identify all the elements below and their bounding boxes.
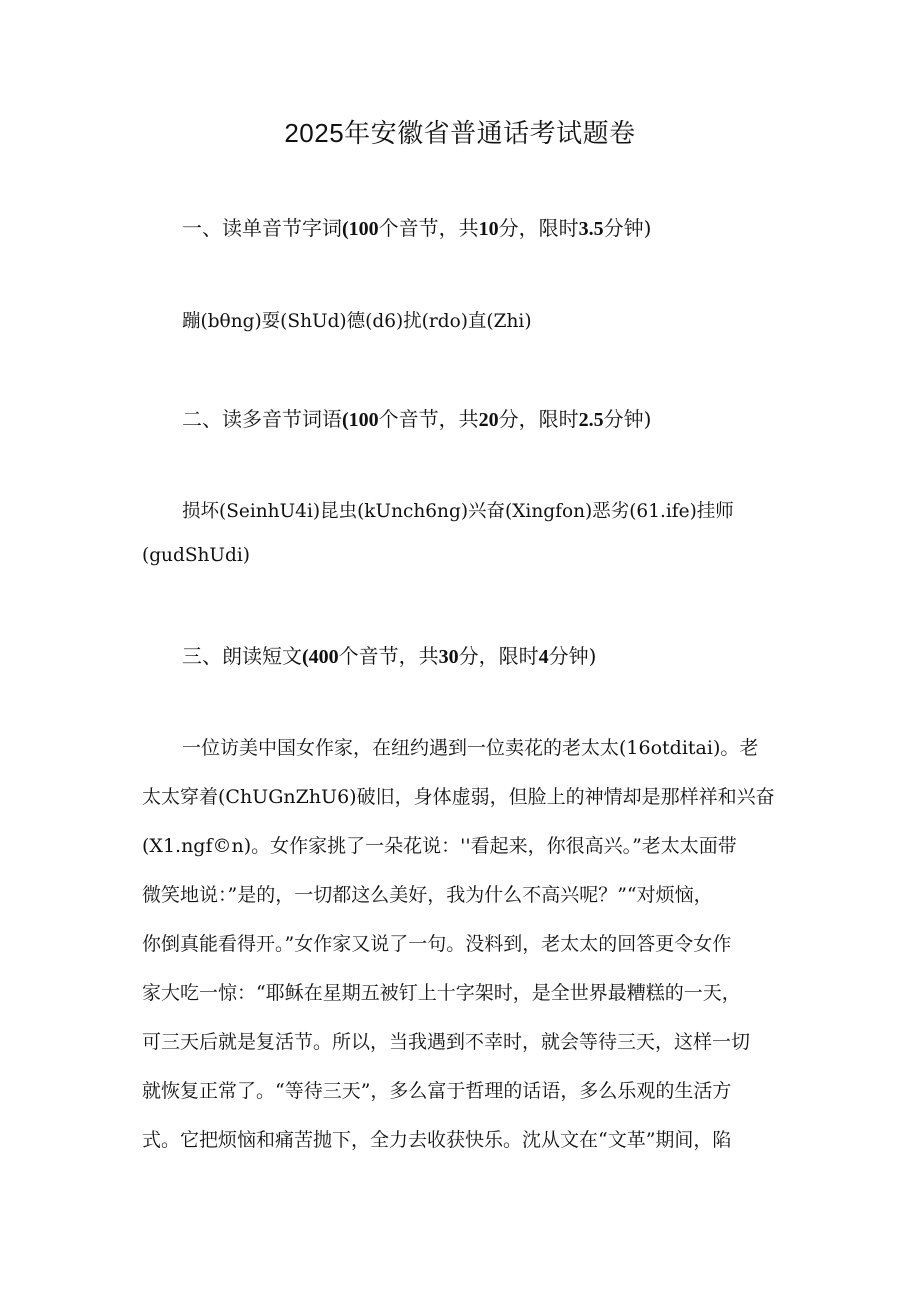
passage-line: 你倒真能看得开。”女作家又说了一句。没料到，老太太的回答更令女作 bbox=[142, 933, 732, 955]
passage-line: 家大吃一惊：“耶稣在星期五被钉上十字架时，是全世界最糟糕的一天， bbox=[142, 982, 741, 1004]
section-2-content-line: (gudShUdi) bbox=[142, 545, 250, 566]
passage-line: 微笑地说：”是的，一切都这么美好，我为什么不高兴呢？”“对烦恼， bbox=[142, 884, 713, 906]
page-title: 2025年安徽省普通话考试题卷 bbox=[284, 118, 636, 148]
passage-line: (X1.ngf©n)。女作家挑了一朵花说：''看起来，你很高兴。”老太太面带 bbox=[142, 835, 737, 857]
section-3-heading: 三、朗读短文(400个音节，共30分，限时4分钟) bbox=[182, 644, 597, 668]
passage-line: 一位访美中国女作家，在纽约遇到一位卖花的老太太(16otditai)。老 bbox=[182, 737, 759, 759]
section-1-content-line: 蹦(bθng)耍(ShUd)德(d6)扰(rdo)直(Zhi) bbox=[182, 311, 532, 332]
passage-line: 式。它把烦恼和痛苦抛下，全力去收获快乐。沈从文在“文革”期间，陷 bbox=[142, 1129, 732, 1151]
passage-line: 就恢复正常了。“等待三天”，多么富于哲理的话语，多么乐观的生活方 bbox=[142, 1080, 732, 1102]
section-1-heading: 一、读单音节字词(100个音节，共10分，限时3.5分钟) bbox=[182, 216, 652, 240]
passage-line: 可三天后就是复活节。所以，当我遇到不幸时，就会等待三天，这样一切 bbox=[142, 1031, 751, 1053]
section-2-content-line: 损坏(SeinhU4i)昆虫(kUnch6ng)兴奋(Xingfon)恶劣(61.ife)挂师 bbox=[182, 501, 734, 522]
passage-line: 太太穿着(ChUGnZhU6)破旧，身体虚弱，但脸上的神情却是那样祥和兴奋 bbox=[142, 786, 775, 808]
section-2-heading: 二、读多音节词语(100个音节，共20分，限时2.5分钟) bbox=[182, 407, 652, 431]
